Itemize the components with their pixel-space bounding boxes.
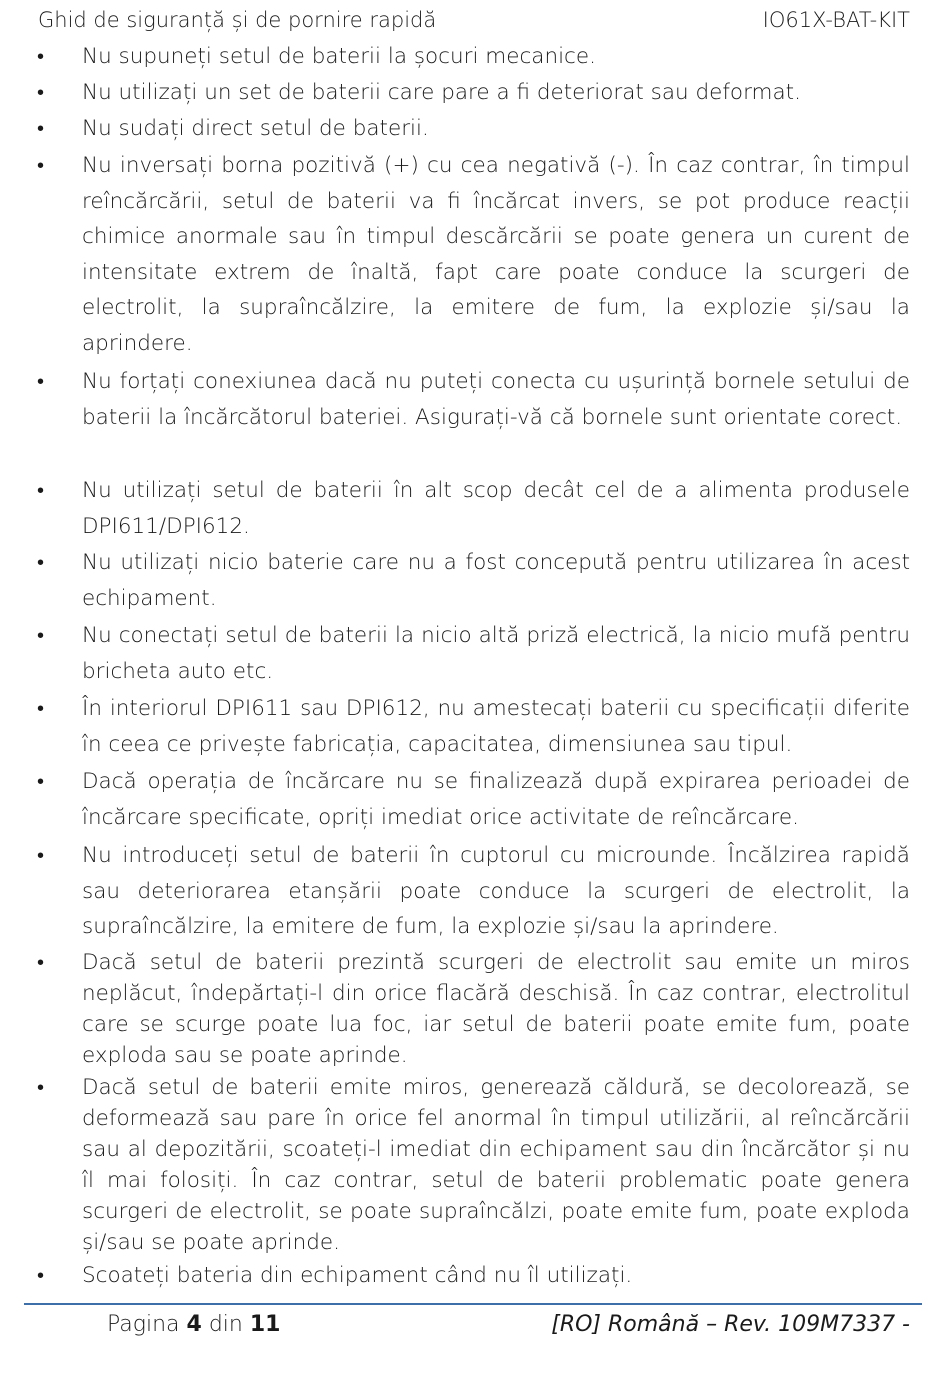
page-current: 4 (186, 1312, 202, 1337)
list-item-text: Nu utilizați nicio baterie care nu a fost concepută pentru utilizarea în acest echipament. (82, 550, 910, 611)
list-item (37, 545, 910, 616)
list-item-text: Dacă operația de încărcare nu se finalizează după expirarea perioadei de încărcare specificate, opriți imediat orice activitate de reîncărcare. (82, 769, 910, 830)
list-item (37, 1072, 910, 1258)
bullet-icon: • (37, 623, 45, 647)
bullet-icon: • (37, 1263, 45, 1287)
list-item-text: Nu utilizați un set de baterii care pare a fi deteriorat sau deformat. (82, 80, 801, 105)
list-item (37, 148, 910, 361)
page-total: 11 (249, 1312, 281, 1337)
bullet-icon: • (37, 478, 45, 502)
page-header (38, 8, 910, 38)
bullet-icon: • (37, 1075, 45, 1099)
list-item-text: Nu supuneți setul de baterii la șocuri mecanice. (82, 44, 596, 69)
page-number (107, 1312, 280, 1337)
list-item (37, 473, 910, 544)
list-item-text: Nu conectați setul de baterii la nicio altă priză electrică, la nicio mufă pentru bricheta auto etc. (82, 623, 910, 684)
bullet-icon: • (37, 696, 45, 720)
list-item (37, 764, 910, 835)
list-item-text: Nu inversați borna pozitivă (+) cu cea negativă (-). În caz contrar, în timpul reîncărcării, setul de baterii va fi încărcat invers, se pot produce reacții chimice anormale sau în timpul descărcării se poate genera un curent de intensitate extrem de înaltă, fapt care poate conduce la scurgeri de electrolit, la supraîncălzire, la emitere de fum, la explozie și/sau la aprindere. (82, 153, 910, 356)
bullet-icon: • (37, 44, 45, 68)
page-word: Pagina (107, 1312, 180, 1337)
list-item (37, 947, 910, 1071)
bullet-icon: • (37, 550, 45, 574)
list-item (37, 618, 910, 689)
bullet-icon: • (37, 950, 45, 974)
page-of: din (208, 1312, 243, 1337)
footer-divider (24, 1303, 922, 1305)
list-item (37, 111, 910, 147)
list-item-text: Nu introduceți setul de baterii în cuptorul cu microunde. Încălzirea rapidă sau deteriorarea etanșării poate conduce la scurgeri de electrolit, la supraîncălzire, la emitere de fum, la explozie și/sau la aprindere. (82, 843, 910, 939)
header-title: Ghid de siguranță și de pornire rapidă (38, 8, 437, 32)
list-item-text: Scoateți bateria din echipament când nu îl utilizați. (82, 1263, 633, 1288)
list-item (37, 691, 910, 762)
list-item-text: În interiorul DPI611 sau DPI612, nu amestecați baterii cu specificații diferite în ceea ce privește fabricația, capacitatea, dimensiunea sau tipul. (82, 696, 910, 757)
list-item (37, 1260, 910, 1291)
list-item-text: Nu utilizați setul de baterii în alt scop decât cel de a alimenta produsele DPI611/DPI612. (82, 478, 910, 539)
list-item-text: Nu sudați direct setul de baterii. (82, 116, 429, 141)
page-footer (0, 1312, 950, 1346)
bullet-icon: • (37, 116, 45, 140)
bullet-icon: • (37, 769, 45, 793)
list-item-text: Nu forțați conexiunea dacă nu puteți conecta cu ușurință bornele setului de baterii la încărcătorul bateriei. Asigurați-vă că bornele sunt orientate corect. (82, 369, 910, 430)
list-item-text: Dacă setul de baterii prezintă scurgeri de electrolit sau emite un miros neplăcut, îndepărtați-l din orice flacără deschisă. În caz contrar, electrolitul care se scurge poate lua foc, iar setul de baterii poate emite fum, poate exploda sau se poate aprinde. (82, 950, 910, 1068)
list-item (37, 364, 910, 435)
list-item (37, 39, 910, 75)
list-item (37, 75, 910, 111)
bullet-icon: • (37, 153, 45, 177)
header-doc-code: IO61X-BAT-KIT (762, 8, 910, 32)
revision-label: [RO] Română – Rev. 109M7337 - (551, 1312, 910, 1337)
bullet-icon: • (37, 843, 45, 867)
bullet-icon: • (37, 80, 45, 104)
list-item (37, 838, 910, 945)
list-item-text: Dacă setul de baterii emite miros, generează căldură, se decolorează, se deformează sau pare în orice fel anormal în timpul utilizării, al reîncărcării sau al depozitării, scoateți-l imediat din echipament sau din încărcător și nu îl mai folosiți. În caz contrar, setul de baterii problematic poate genera scurgeri de electrolit, se poate supraîncălzi, poate emite fum, poate exploda și/sau se poate aprinde. (82, 1075, 910, 1255)
bullet-icon: • (37, 369, 45, 393)
